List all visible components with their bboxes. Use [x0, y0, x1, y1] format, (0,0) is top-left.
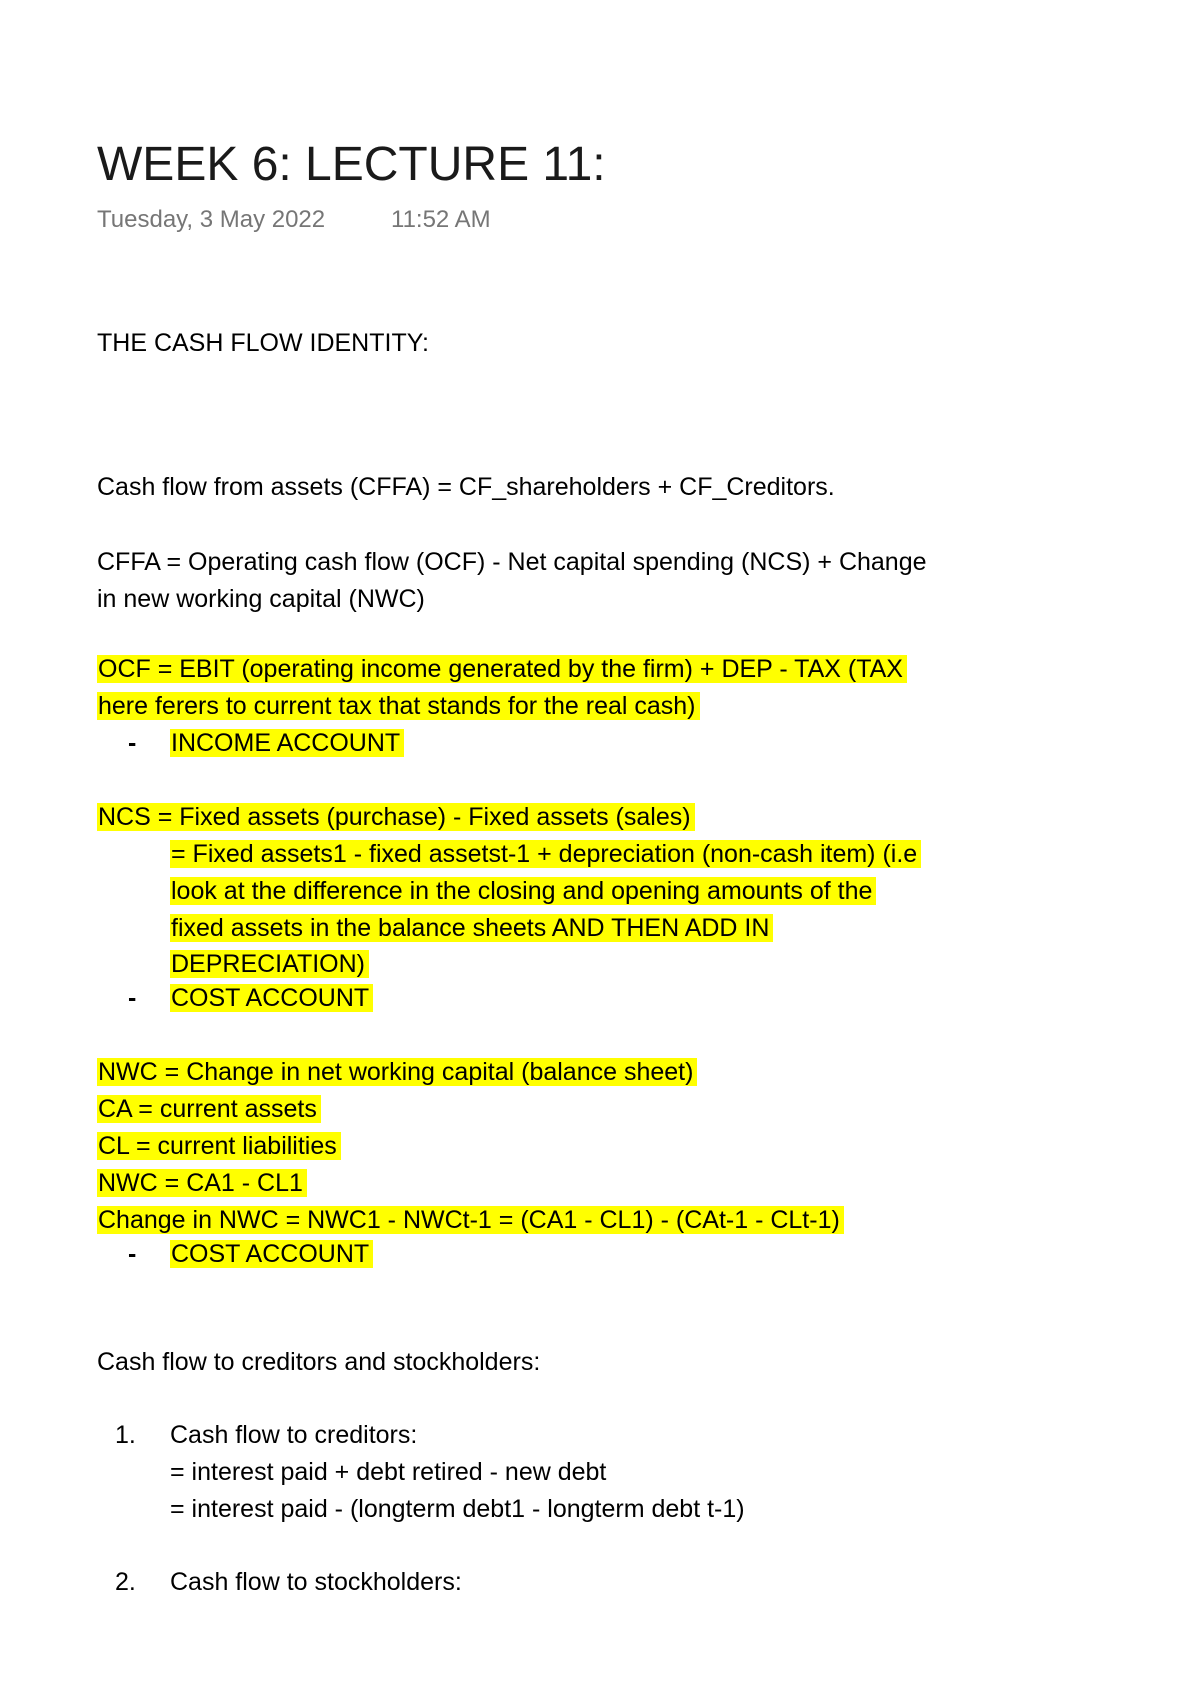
- ocf-line: OCF = EBIT (operating income generated by the firm) + DEP - TAX (TAX: [97, 655, 907, 683]
- list-number: 1.: [115, 1421, 136, 1449]
- note-date: Tuesday, 3 May 2022: [97, 206, 326, 233]
- list-item-title: Cash flow to creditors:: [170, 1421, 418, 1449]
- cffa-formula-line: in new working capital (NWC): [97, 585, 425, 613]
- ncs-line: NCS = Fixed assets (purchase) - Fixed assets (sales): [97, 803, 695, 831]
- nwc-line: NWC = CA1 - CL1: [97, 1169, 307, 1197]
- ncs-line: = Fixed assets1 - fixed assetst-1 + depreciation (non-cash item) (i.e: [170, 840, 921, 868]
- nwc-line: CA = current assets: [97, 1095, 321, 1123]
- ncs-bullet: COST ACCOUNT: [170, 984, 373, 1012]
- list-item-line: = interest paid + debt retired - new debt: [170, 1458, 607, 1486]
- ncs-line: fixed assets in the balance sheets AND THEN ADD IN: [170, 914, 773, 942]
- section-heading-creditors: Cash flow to creditors and stockholders:: [97, 1348, 541, 1376]
- nwc-line: Change in NWC = NWC1 - NWCt-1 = (CA1 - CL1) - (CAt-1 - CLt-1): [97, 1206, 844, 1234]
- page-title: WEEK 6: LECTURE 11:: [97, 138, 606, 191]
- ocf-line: here ferers to current tax that stands for the real cash): [97, 692, 700, 720]
- list-number: 2.: [115, 1568, 136, 1596]
- nwc-bullet: COST ACCOUNT: [170, 1240, 373, 1268]
- bullet-dash: -: [128, 1240, 137, 1268]
- cffa-formula-line: CFFA = Operating cash flow (OCF) - Net capital spending (NCS) + Change: [97, 548, 927, 576]
- bullet-dash: -: [128, 984, 137, 1012]
- list-item-line: = interest paid - (longterm debt1 - longterm debt t-1): [170, 1495, 745, 1523]
- nwc-line: NWC = Change in net working capital (balance sheet): [97, 1058, 697, 1086]
- bullet-dash: -: [128, 729, 137, 757]
- cffa-definition: Cash flow from assets (CFFA) = CF_shareholders + CF_Creditors.: [97, 473, 835, 501]
- ocf-bullet: INCOME ACCOUNT: [170, 729, 404, 757]
- nwc-line: CL = current liabilities: [97, 1132, 341, 1160]
- section-heading-identity: THE CASH FLOW IDENTITY:: [97, 329, 429, 357]
- ncs-line: look at the difference in the closing and opening amounts of the: [170, 877, 876, 905]
- ncs-line: DEPRECIATION): [170, 950, 369, 978]
- note-time: 11:52 AM: [391, 206, 491, 233]
- list-item-title: Cash flow to stockholders:: [170, 1568, 462, 1596]
